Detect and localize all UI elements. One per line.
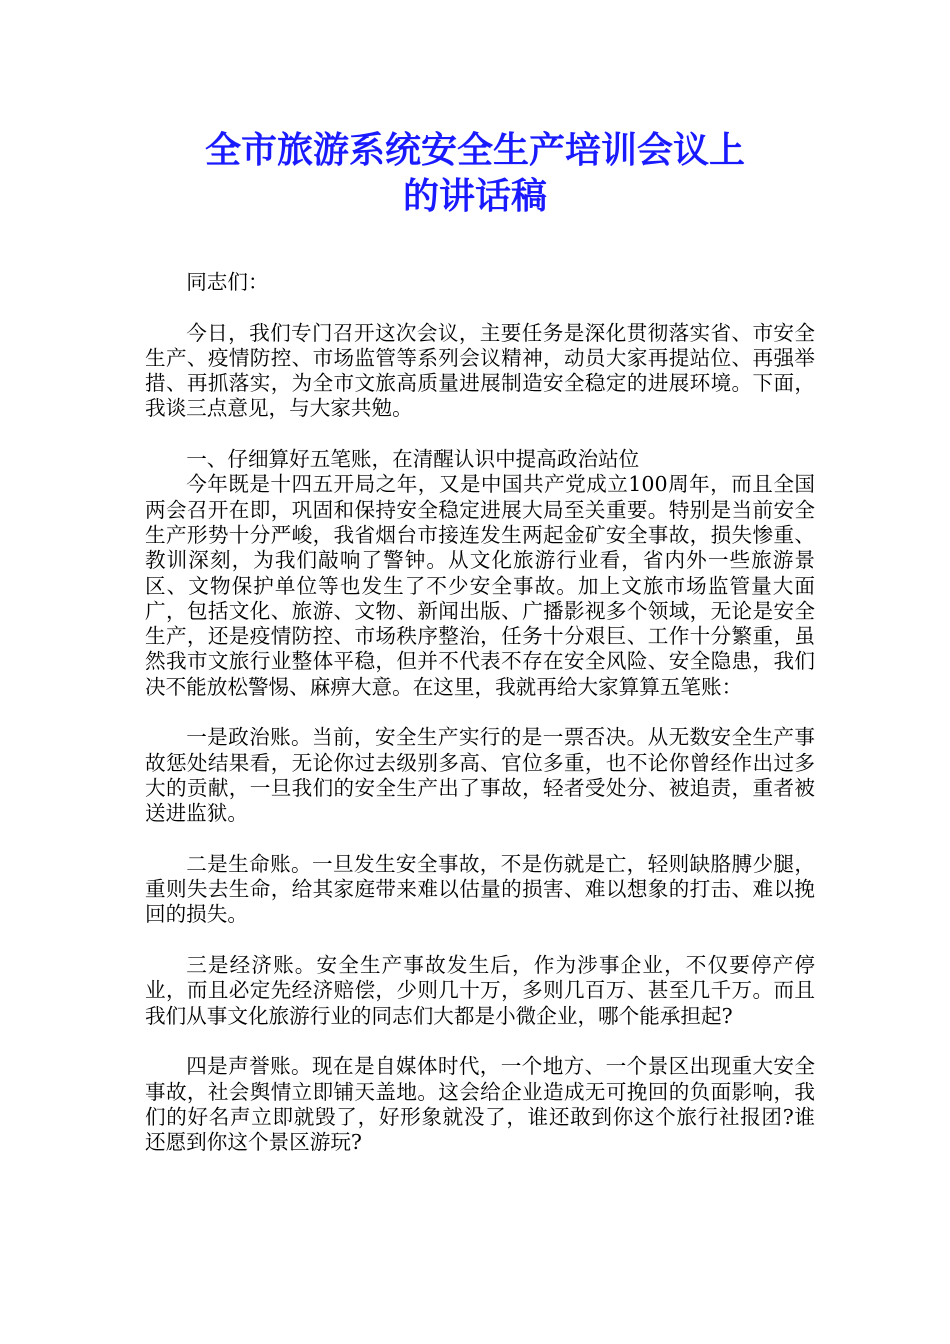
paragraph-gap xyxy=(145,422,815,447)
document-title xyxy=(100,128,850,220)
paragraph-economic: 三是经济账。安全生产事故发生后，作为涉事企业，不仅要停产停业，而且必定先经济赔偿，少则几十万，多则几百万、甚至几千万。而且我们从事文化旅游行业的同志们大都是小微企业，哪个能承担起? xyxy=(145,953,815,1028)
paragraph-political: 一是政治账。当前，安全生产实行的是一票否决。从无数安全生产事故惩处结果看，无论你过去级别多高、官位多重，也不论你曾经作出过多大的贡献，一旦我们的安全生产出了事故，轻者受处分、被追责，重者被送进监狱。 xyxy=(145,725,815,826)
paragraph-gap xyxy=(145,700,815,725)
salutation: 同志们： xyxy=(186,270,269,294)
paragraph-life: 二是生命账。一旦发生安全事故，不是伤就是亡，轻则缺胳膊少腿，重则失去生命，给其家庭带来难以估量的损害、难以想象的打击、难以挽回的损失。 xyxy=(145,851,815,927)
paragraph-intro: 今日，我们专门召开这次会议，主要任务是深化贯彻落实省、市安全生产、疫情防控、市场监管等系列会议精神，动员大家再提站位、再强举措、再抓落实，为全市文旅高质量进展制造安全稳定的进展环境。下面，我谈三点意见，与大家共勉。 xyxy=(145,320,815,421)
paragraph-context: 今年既是十四五开局之年，又是中国共产党成立100周年，而且全国两会召开在即，巩固和保持安全稳定进展大局至关重要。特别是当前安全生产形势十分严峻，我省烟台市接连发生两起金矿安全事故，损失惨重、教训深刻，为我们敲响了警钟。从文化旅游行业看，省内外一些旅游景区、文物保护单位等也发生了不少安全事故。加上文旅市场监管量大面广，包括文化、旅游、文物、新闻出版、广播影视多个领域，无论是安全生产，还是疫情防控、市场秩序整治，任务十分艰巨、工作十分繁重，虽然我市文旅行业整体平稳，但并不代表不存在安全风险、安全隐患，我们决不能放松警惕、麻痹大意。在这里，我就再给大家算算五笔账： xyxy=(145,472,815,699)
title-line-1: 全市旅游系统安全生产培训会议上 xyxy=(204,130,745,171)
paragraph-gap xyxy=(145,1029,815,1054)
paragraph-reputation: 四是声誉账。现在是自媒体时代，一个地方、一个景区出现重大安全事故，社会舆情立即铺天盖地。这会给企业造成无可挽回的负面影响，我们的好名声立即就毁了，好形象就没了，谁还敢到你这个旅行社报团?谁还愿到你这个景区游玩? xyxy=(145,1054,815,1155)
paragraph-gap xyxy=(145,295,815,320)
paragraph-gap xyxy=(145,827,815,852)
section-heading-1: 一、仔细算好五笔账，在清醒认识中提高政治站位 xyxy=(186,447,640,472)
title-line-2: 的讲话稿 xyxy=(402,176,547,217)
paragraph-gap xyxy=(145,928,815,953)
document-body xyxy=(145,270,815,1155)
